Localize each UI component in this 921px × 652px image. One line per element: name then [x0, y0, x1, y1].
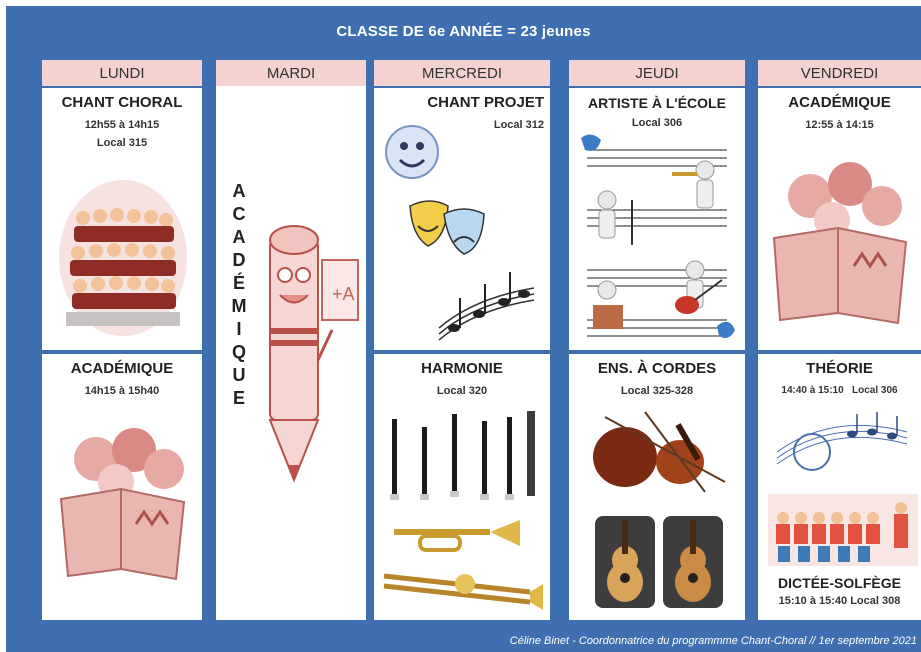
title-bar — [6, 6, 921, 56]
class-title: THÉORIE — [806, 360, 873, 377]
cell-vendredi-top — [758, 88, 921, 350]
letter: C — [232, 204, 246, 224]
day-header-mardi: MARDI — [216, 60, 366, 86]
letter: U — [232, 365, 246, 385]
class-room: Local 320 — [436, 385, 488, 397]
letter: A — [232, 181, 246, 201]
music-theory-illustration — [772, 402, 912, 490]
music-notes-illustration — [434, 258, 544, 348]
class-time: 14h15 à 15h40 — [84, 385, 160, 397]
class-title: ARTISTE À L'ÉCOLE — [588, 95, 726, 111]
page-title: CLASSE DE 6e ANNÉE = 23 jeunes — [336, 22, 591, 40]
reading-children-illustration — [56, 424, 191, 584]
theater-masks-illustration — [404, 196, 494, 256]
artists-stage-illustration — [577, 130, 739, 345]
cell-jeudi-bottom — [569, 354, 745, 620]
column-vendredi — [758, 60, 921, 620]
choir-conductor-illustration — [768, 494, 918, 566]
class-title: ACADÉMIQUE — [70, 360, 174, 377]
day-header-jeudi: JEUDI — [569, 60, 745, 86]
column-mercredi — [374, 60, 550, 620]
day-header-lundi: LUNDI — [42, 60, 202, 86]
academique-vertical-text — [229, 180, 249, 410]
cell-mercredi-top — [374, 88, 550, 350]
smiley-note-illustration — [380, 110, 450, 190]
choir-children-illustration — [58, 178, 188, 338]
guitars-illustration — [595, 516, 725, 608]
cell-jeudi-top — [569, 88, 745, 350]
letter: E — [232, 388, 245, 408]
class-title: CHANT PROJET — [427, 94, 544, 111]
cell-lundi-top — [42, 88, 202, 350]
day-header-mercredi: MERCREDI — [374, 60, 550, 86]
class-room: Local 315 — [96, 137, 148, 149]
class-room: Local 306 — [631, 117, 683, 129]
violins-illustration — [585, 402, 735, 497]
brass-instruments-illustration — [380, 514, 545, 614]
letter: M — [231, 296, 247, 316]
day-header-vendredi: VENDREDI — [758, 60, 921, 86]
letter: I — [236, 319, 242, 339]
cell-mercredi-bottom — [374, 354, 550, 620]
svg-text:+A: +A — [332, 284, 355, 304]
clarinets-illustration — [382, 409, 542, 504]
letter: É — [232, 273, 245, 293]
letter: Q — [231, 342, 246, 362]
class-subtitle: DICTÉE-SOLFÈGE — [778, 575, 901, 591]
class-time-room: 14:40 à 15:10 Local 306 — [781, 385, 898, 396]
column-mardi — [216, 60, 366, 620]
class-time: 12h55 à 14h15 — [84, 119, 160, 131]
class-time: 15:10 à 15:40 Local 308 — [778, 595, 901, 607]
letter: A — [232, 227, 246, 247]
column-lundi — [42, 60, 202, 620]
cell-lundi-bottom — [42, 354, 202, 620]
class-title: ACADÉMIQUE — [788, 94, 891, 111]
reading-children-illustration — [768, 158, 913, 328]
footer-credit: Céline Binet - Coordonnatrice du programmme Chant-Choral // 1er septembre 2021 — [509, 634, 917, 647]
letter: D — [232, 250, 246, 270]
class-title: ENS. À CORDES — [597, 360, 717, 377]
class-room: Local 312 — [493, 119, 544, 131]
pencil-mascot-illustration — [252, 210, 362, 510]
class-title: HARMONIE — [421, 360, 503, 377]
class-time: 12:55 à 14:15 — [805, 119, 874, 131]
cell-vendredi-bottom — [758, 354, 921, 620]
schedule-frame — [6, 6, 921, 652]
column-jeudi — [569, 60, 745, 620]
class-title: CHANT CHORAL — [61, 94, 183, 111]
class-room: Local 325-328 — [620, 385, 694, 397]
